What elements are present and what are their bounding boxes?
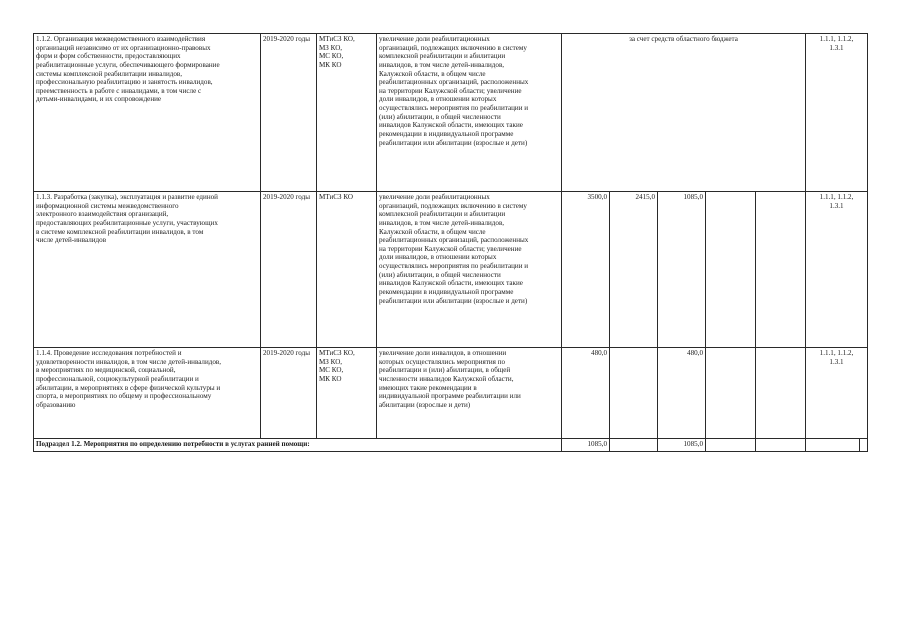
executors-cell: МТиСЗ КО, МЗ КО, МС КО, МК КО [317,34,377,192]
table-row [34,192,868,348]
value-cell [610,439,658,452]
measure-cell: 1.1.4. Проведение исследования потребностей и удовлетворенности инвалидов, в том числе детей-инвалидов, в мероприятиях по медицинской, социальной, профессиональной, социокультурной реабилитации и абилитации, в мероприятиях в сфере физической культуры и спорта, в мероприятиях по общему и профессиональному образованию [34,348,261,439]
indicator-cell: увеличение доли реабилитационных организаций, подлежащих включению в систему комплексной реабилитации и абилитации инвалидов, в том числе детей-инвалидов, Калужской области, в общем числе реабилитационных организаций, расположенных на территории Калужской области; увеличение доли инвалидов, в отношении которых осуществлялись мероприятия по реабилитации и (или) абилитации, в общей численности инвалидов Калужской области, имеющих такие рекомендации в индивидуальной программе реабилитации или абилитации (взрослые и дети) [377,192,562,348]
subsection-row [34,439,868,452]
period-cell: 2019-2020 годы [261,192,317,348]
links-cell: 1.1.1, 1.1.2, 1.3.1 [806,348,868,439]
links-cell: 1.1.1, 1.1.2, 1.3.1 [806,192,868,348]
program-measures-table [33,33,868,452]
funding-note-cell: за счет средств областного бюджета [562,34,806,192]
value-cell [756,348,806,439]
executors-cell: МТиСЗ КО [317,192,377,348]
value-cell: 480,0 [658,348,706,439]
subsection-title: Подраздел 1.2. Мероприятия по определению потребности в услугах ранней помощи: [34,439,562,452]
value-cell [706,192,756,348]
period-cell: 2019-2020 годы [261,34,317,192]
links-cell: 1.1.1, 1.1.2, 1.3.1 [806,34,868,192]
value-cell: 1085,0 [562,439,610,452]
indicator-cell: увеличение доли реабилитационных организаций, подлежащих включению в систему комплексной реабилитации и абилитации инвалидов, в том числе детей-инвалидов, Калужской области, в общем числе реабилитационных организаций, расположенных на территории Калужской области; увеличение доли инвалидов, в отношении которых осуществлялись мероприятия по реабилитации и (или) абилитации, в общей численности инвалидов Калужской области, имеющих такие рекомендации в индивидуальной программе реабилитации или абилитации (взрослые и дети) [377,34,562,192]
value-cell [610,348,658,439]
empty-cell [860,439,868,452]
measure-cell: 1.1.3. Разработка (закупка), эксплуатация и развитие единой информационной системы межведомственного электронного взаимодействия организаций, предоставляющих реабилитационные услуги, участвующих в системе комплексной реабилитации инвалидов, в том числе детей-инвалидов [34,192,261,348]
value-cell: 1085,0 [658,439,706,452]
value-cell: 3500,0 [562,192,610,348]
table-row [34,348,868,439]
executors-cell: МТиСЗ КО, МЗ КО, МС КО, МК КО [317,348,377,439]
period-cell: 2019-2020 годы [261,348,317,439]
value-cell [806,439,860,452]
value-cell: 1085,0 [658,192,706,348]
measure-cell: 1.1.2. Организация межведомственного взаимодействия организаций независимо от их организационно-правовых форм и форм собственности, предоставляющих реабилитационные услуги, обеспечивающего формирование системы комплексной реабилитации инвалидов, профессиональную реабилитацию и занятость инвалидов, преемственность в работе с инвалидами, в том числе с детьми-инвалидами, и их сопровождение [34,34,261,192]
value-cell [706,348,756,439]
value-cell [706,439,756,452]
value-cell: 2415,0 [610,192,658,348]
table-row [34,34,868,192]
value-cell [756,192,806,348]
indicator-cell: увеличение доли инвалидов, в отношении которых осуществлялись мероприятия по реабилитации и (или) абилитации, в общей численности инвалидов Калужской области, имеющих такие рекомендации в индивидуальной программе реабилитации или абилитации (взрослые и дети) [377,348,562,439]
value-cell [756,439,806,452]
value-cell: 480,0 [562,348,610,439]
